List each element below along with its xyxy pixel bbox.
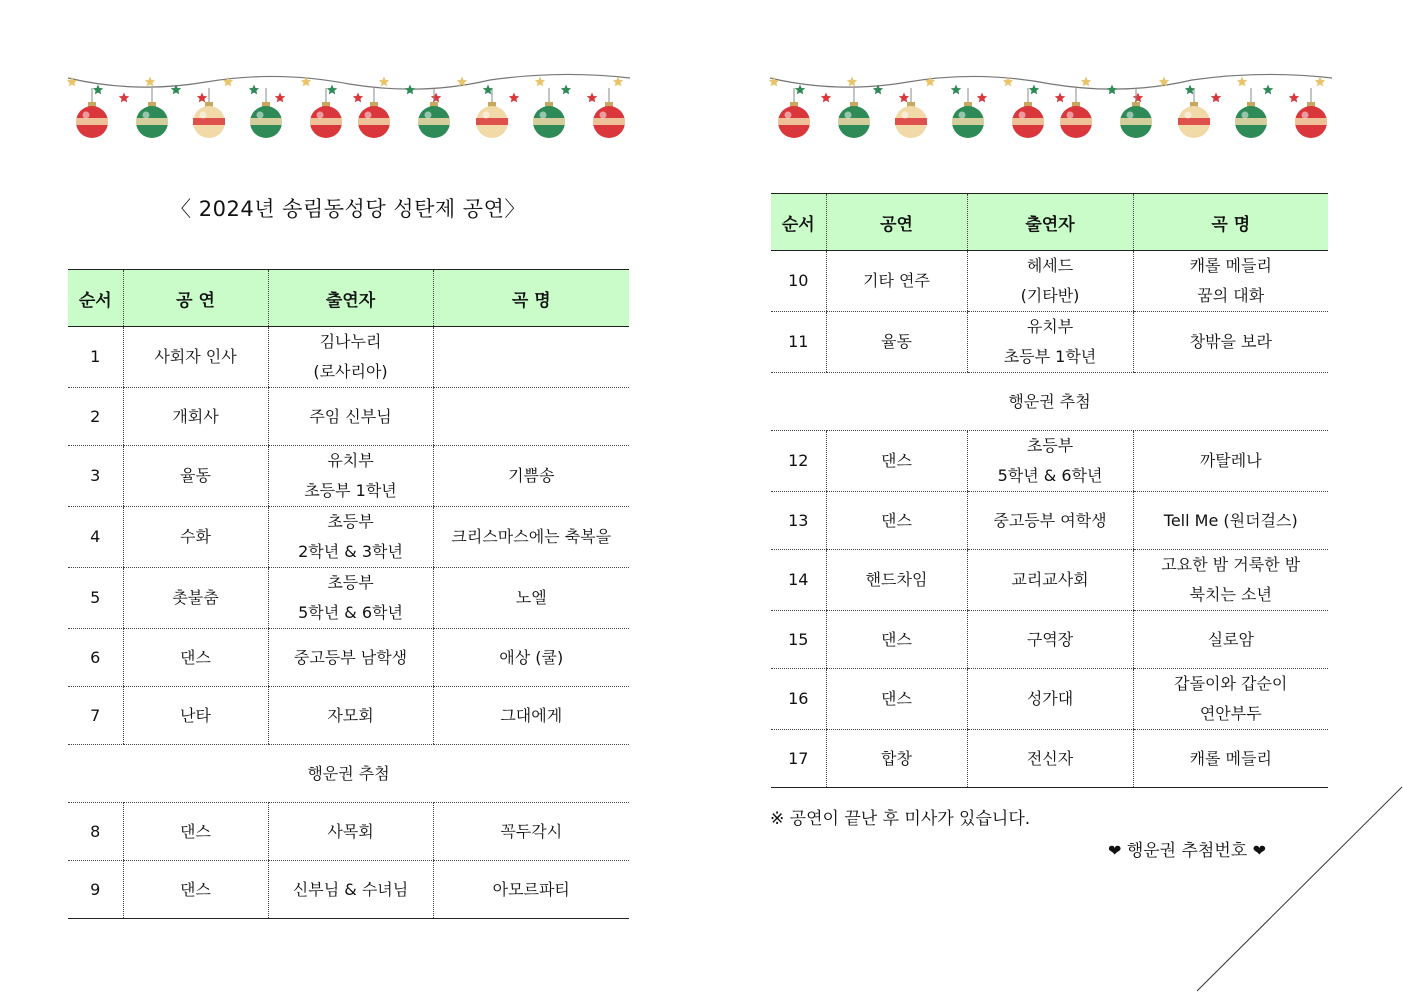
star-icon: [899, 93, 909, 103]
star-icon: [821, 93, 831, 103]
cast-cell: [268, 568, 433, 629]
header-cast: 출연자: [268, 270, 433, 327]
table-row: [68, 446, 629, 507]
lottery-cell: 행운권 추첨: [68, 745, 629, 803]
table-header-row: [771, 194, 1328, 251]
star-icon: [613, 77, 623, 87]
cast-cell: 신부님 & 수녀님: [268, 861, 433, 919]
star-icon: [1133, 93, 1143, 103]
star-icon: [405, 85, 415, 95]
song-cell: 아모르파티: [433, 861, 629, 919]
table-row: [68, 507, 629, 568]
order-cell: 11: [771, 312, 826, 373]
cast-cell: 중고등부 여학생: [967, 492, 1133, 550]
star-icon: [1211, 93, 1221, 103]
ornament-ball-icon: [1178, 88, 1210, 138]
table-row: [771, 611, 1328, 669]
lottery-cell: 행운권 추첨: [771, 373, 1328, 431]
song-line: 갑돌이와 갑순이: [1174, 674, 1288, 693]
header-order: 순서: [771, 194, 826, 251]
order-cell: 17: [771, 730, 826, 788]
song-cell: 까탈레나: [1133, 431, 1328, 492]
program-table-right: [771, 193, 1328, 788]
song-cell: 그대에게: [433, 687, 629, 745]
song-line: 연안부두: [1199, 704, 1262, 723]
lottery-row: [771, 373, 1328, 431]
song-line: 캐롤 메들리: [1189, 256, 1272, 275]
star-icon: [1107, 85, 1117, 95]
cast-cell: [268, 327, 433, 388]
header-song: 곡 명: [433, 270, 629, 327]
order-cell: 1: [68, 327, 123, 388]
star-icon: [1315, 77, 1325, 87]
star-icon: [1237, 77, 1247, 87]
heart-icon: ❤: [1252, 841, 1266, 860]
cast-line: 초등부 1학년: [1003, 347, 1097, 366]
cast-line: 김나누리: [319, 332, 382, 351]
table-row: [68, 861, 629, 919]
star-icon: [1289, 93, 1299, 103]
song-cell: [1133, 550, 1328, 611]
order-cell: 13: [771, 492, 826, 550]
ornament-ball-icon: [1295, 88, 1327, 138]
cast-cell: [967, 312, 1133, 373]
cast-line: 유치부: [1026, 317, 1074, 336]
cast-cell: 사목회: [268, 803, 433, 861]
song-cell: [1133, 669, 1328, 730]
cast-line: 초등부: [1026, 436, 1074, 455]
christmas-ornament-garland-right: [768, 70, 1334, 150]
star-icon: [1029, 85, 1039, 95]
star-icon: [145, 77, 155, 87]
song-line: 북치는 소년: [1189, 585, 1272, 604]
song-cell: 노엘: [433, 568, 629, 629]
song-cell: 크리스마스에는 축복을: [433, 507, 629, 568]
order-cell: 5: [68, 568, 123, 629]
cast-line: 유치부: [327, 451, 374, 470]
star-icon: [795, 85, 805, 95]
cast-line: 5학년 & 6학년: [298, 603, 403, 622]
cast-line: 헤세드: [1026, 256, 1074, 275]
ornament-ball-icon: [1012, 88, 1044, 138]
lottery-row: [68, 745, 629, 803]
order-cell: 9: [68, 861, 123, 919]
cast-line: 초등부 1학년: [304, 481, 397, 500]
song-cell: [1133, 251, 1328, 312]
cast-cell: 교리교사회: [967, 550, 1133, 611]
performance-cell: 댄스: [123, 861, 268, 919]
header-order: 순서: [68, 270, 123, 327]
ornament-ball-icon: [418, 88, 450, 138]
star-icon: [197, 93, 207, 103]
cast-line: 초등부: [327, 512, 374, 531]
page-fold-line: [1195, 785, 1403, 992]
performance-cell: 기타 연주: [826, 251, 967, 312]
order-cell: 7: [68, 687, 123, 745]
star-icon: [431, 93, 441, 103]
star-icon: [275, 93, 285, 103]
performance-cell: 핸드차임: [826, 550, 967, 611]
order-cell: 4: [68, 507, 123, 568]
table-row: [771, 312, 1328, 373]
cast-line: 5학년 & 6학년: [997, 466, 1103, 485]
performance-cell: 댄스: [826, 431, 967, 492]
table-row: [771, 730, 1328, 788]
cast-cell: [967, 251, 1133, 312]
cast-line: 2학년 & 3학년: [298, 542, 403, 561]
cast-cell: [268, 507, 433, 568]
ornament-ball-icon: [533, 88, 565, 138]
ornament-ball-icon: [1235, 88, 1267, 138]
performance-cell: 댄스: [123, 629, 268, 687]
performance-cell: 합창: [826, 730, 967, 788]
order-cell: 15: [771, 611, 826, 669]
cast-cell: 주임 신부님: [268, 388, 433, 446]
order-cell: 16: [771, 669, 826, 730]
star-icon: [951, 85, 961, 95]
star-icon: [1055, 93, 1065, 103]
ornament-ball-icon: [593, 88, 625, 138]
header-performance: 공연: [826, 194, 967, 251]
star-icon: [977, 93, 987, 103]
ornament-ball-icon: [1060, 88, 1092, 138]
star-icon: [1263, 85, 1273, 95]
table-row: [771, 251, 1328, 312]
order-cell: 6: [68, 629, 123, 687]
star-icon: [561, 85, 571, 95]
program-title: 〈 2024년 송림동성당 성탄제 공연〉: [170, 197, 526, 221]
song-cell: 실로암: [1133, 611, 1328, 669]
header-cast: 출연자: [967, 194, 1133, 251]
order-cell: 10: [771, 251, 826, 312]
performance-cell: 촛불춤: [123, 568, 268, 629]
song-cell: 창밖을 보라: [1133, 312, 1328, 373]
table-row: [68, 803, 629, 861]
performance-cell: 사회자 인사: [123, 327, 268, 388]
star-icon: [249, 85, 259, 95]
song-line: 고요한 밤 거룩한 밤: [1161, 555, 1301, 574]
performance-cell: 수화: [123, 507, 268, 568]
song-cell: 기쁨송: [433, 446, 629, 507]
cast-cell: [268, 446, 433, 507]
cast-line: 초등부: [327, 573, 374, 592]
star-icon: [587, 93, 597, 103]
ornament-ball-icon: [838, 88, 870, 138]
lottery-number-text: 행운권 추첨번호: [1126, 841, 1248, 861]
star-icon: [327, 85, 337, 95]
performance-cell: 댄스: [826, 611, 967, 669]
table-row: [68, 327, 629, 388]
song-cell: [433, 388, 629, 446]
order-cell: 14: [771, 550, 826, 611]
table-row: [771, 431, 1328, 492]
ornament-ball-icon: [76, 88, 108, 138]
performance-cell: 개회사: [123, 388, 268, 446]
star-icon: [119, 93, 129, 103]
star-icon: [847, 77, 857, 87]
program-table-left: [68, 269, 629, 919]
order-cell: 12: [771, 431, 826, 492]
cast-cell: 자모회: [268, 687, 433, 745]
song-cell: [433, 327, 629, 388]
star-icon: [353, 93, 363, 103]
order-cell: 8: [68, 803, 123, 861]
performance-cell: 댄스: [826, 492, 967, 550]
order-cell: 2: [68, 388, 123, 446]
ornament-ball-icon: [952, 88, 984, 138]
christmas-ornament-garland-left: [66, 70, 632, 150]
heart-icon: ❤: [1108, 841, 1122, 860]
table-header-row: [68, 270, 629, 327]
ornament-ball-icon: [250, 88, 282, 138]
cast-cell: [967, 431, 1133, 492]
header-performance: 공 연: [123, 270, 268, 327]
cast-line: (기타반): [1020, 286, 1080, 305]
star-icon: [535, 77, 545, 87]
order-cell: 3: [68, 446, 123, 507]
star-icon: [93, 85, 103, 95]
ornament-ball-icon: [136, 88, 168, 138]
star-icon: [379, 77, 389, 87]
star-icon: [509, 93, 519, 103]
performance-cell: 댄스: [123, 803, 268, 861]
table-row: [771, 669, 1328, 730]
table-row: [68, 568, 629, 629]
header-song: 곡 명: [1133, 194, 1328, 251]
song-cell: 꼭두각시: [433, 803, 629, 861]
song-cell: 캐롤 메들리: [1133, 730, 1328, 788]
table-row: [771, 550, 1328, 611]
ornament-ball-icon: [895, 88, 927, 138]
performance-cell: 율동: [123, 446, 268, 507]
song-line: 꿈의 대화: [1197, 286, 1265, 305]
ornament-ball-icon: [778, 88, 810, 138]
performance-cell: 댄스: [826, 669, 967, 730]
ornament-ball-icon: [358, 88, 390, 138]
star-icon: [1081, 77, 1091, 87]
song-cell: Tell Me (원더걸스): [1133, 492, 1328, 550]
ornament-ball-icon: [1120, 88, 1152, 138]
cast-line: (로사리아): [313, 362, 388, 381]
ornament-ball-icon: [310, 88, 342, 138]
cast-cell: 구역장: [967, 611, 1133, 669]
table-row: [68, 629, 629, 687]
ornament-ball-icon: [193, 88, 225, 138]
table-row: [68, 687, 629, 745]
performance-cell: 난타: [123, 687, 268, 745]
performance-cell: 율동: [826, 312, 967, 373]
song-cell: 애상 (쿨): [433, 629, 629, 687]
table-row: [68, 388, 629, 446]
mass-notice: ※ 공연이 끝난 후 미사가 있습니다.: [770, 809, 1031, 829]
cast-cell: 성가대: [967, 669, 1133, 730]
cast-cell: 중고등부 남학생: [268, 629, 433, 687]
cast-cell: 전신자: [967, 730, 1133, 788]
ornament-ball-icon: [476, 88, 508, 138]
table-row: [771, 492, 1328, 550]
